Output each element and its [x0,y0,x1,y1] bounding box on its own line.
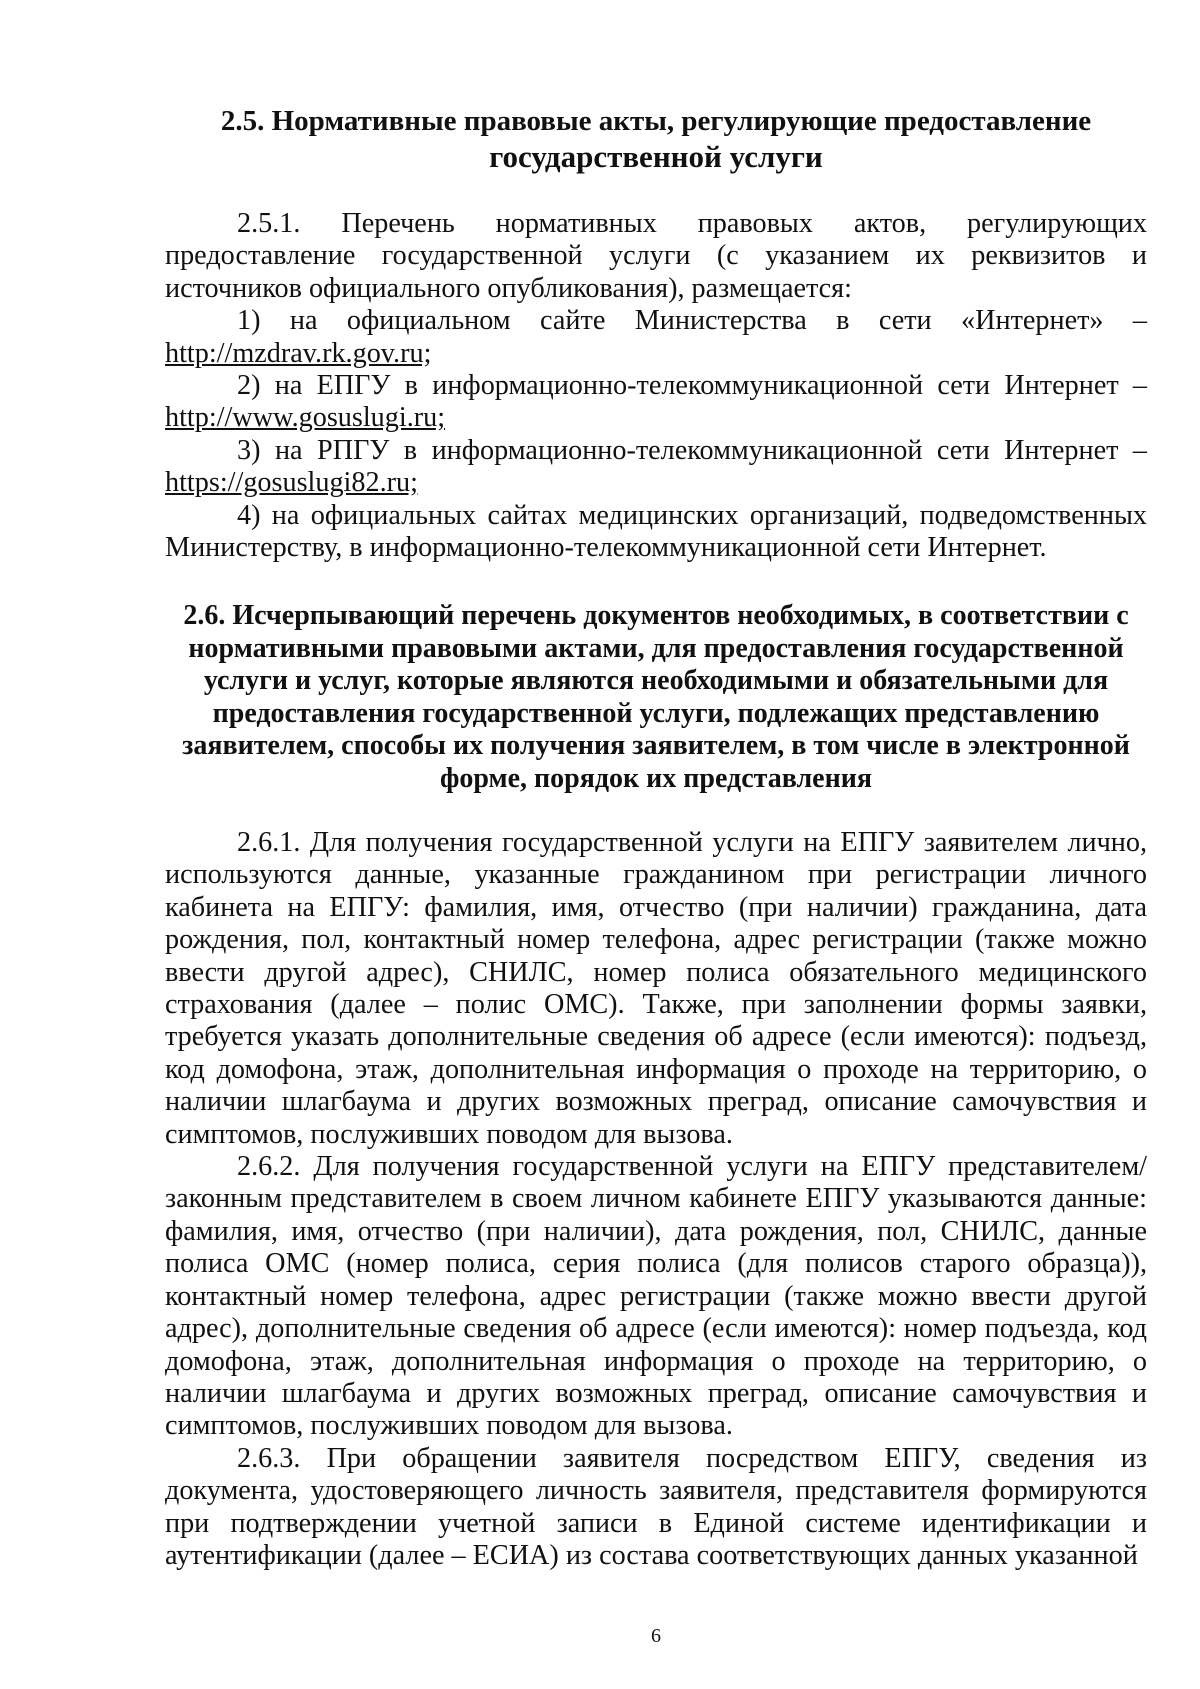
section-2-5-body [165,208,1147,564]
link-gosuslugi82[interactable]: https://gosuslugi82.ru; [165,467,418,499]
section-2-5-heading [165,104,1147,174]
paragraph-2-5-1: 2.5.1. Перечень нормативных правовых актов, регулирующих предоставление государственной услуги (с указанием их реквизитов и источников официального опубликования), размещается: [165,208,1147,304]
document-page [165,0,1147,1689]
section-2-6-body [165,827,1147,1572]
section-2-6-heading: 2.6. Исчерпывающий перечень документов необходимых, в соответствии с нормативными правовыми актами, для предоставления государственной услуги и услуг, которые являются необходимыми и обязательными для предоставления государственной услуги, подлежащих представлению заявителем, способы их получения заявителем, в том числе в электронной форме, порядок их представления [182,600,1130,794]
list-item-4-text: 4) на официальных сайтах медицинских организаций, подведомственных Министерству, в информационно-телекоммуникационной сети Интернет. [165,499,1147,564]
list-item-2 [165,370,1147,435]
list-item-1-text: 1) на официальном сайте Министерства в сети «Интернет» – [237,305,1147,337]
section-2-5-heading-line1: 2.5. Нормативные правовые акты, регулирующие предоставление [220,105,1092,137]
list-item-2-text: 2) на ЕПГУ в информационно-телекоммуникационной сети Интернет – [237,370,1147,402]
link-gosuslugi[interactable]: http://www.gosuslugi.ru; [165,402,446,434]
page-number: 6 [651,1625,661,1647]
list-item-4 [165,500,1147,565]
section-2-5-heading-line2: государственной услуги [489,139,823,174]
paragraph-2-6-3: 2.6.3. При обращении заявителя посредством ЕПГУ, сведения из документа, удостоверяющего личность заявителя, представителя формируются при подтверждении учетной записи в Единой системе идентификации и аутентификации (далее – ЕСИА) из состава соответствующих данных указанной [165,1442,1147,1571]
list-item-1 [165,305,1147,370]
list-item-3 [165,435,1147,500]
paragraph-2-6-2: 2.6.2. Для получения государственной услуги на ЕПГУ представителем/законным представителем в своем личном кабинете ЕПГУ указываются данные: фамилия, имя, отчество (при наличии), дата рождения, пол, СНИЛС, данные полиса ОМС (номер полиса, серия полиса (для полисов старого образца)), контактный номер телефона, адрес регистрации (также можно ввести другой адрес), дополнительные сведения об адресе (если имеются): номер подъезда, код домофона, этаж, дополнительная информация о проходе на территорию, о наличии шлагбаума и других возможных преград, описание самочувствия и симптомов, послуживших поводом для вызова. [165,1151,1147,1442]
paragraph-2-6-1: 2.6.1. Для получения государственной услуги на ЕПГУ заявителем лично, используются данные, указанные гражданином при регистрации личного кабинета на ЕПГУ: фамилия, имя, отчество (при наличии) гражданина, дата рождения, пол, контактный номер телефона, адрес регистрации (также можно ввести другой адрес), СНИЛС, номер полиса обязательного медицинского страхования (далее – полис ОМС). Также, при заполнении формы заявки, требуется указать дополнительные сведения об адресе (если имеются): подъезд, код домофона, этаж, дополнительная информация о проходе на территорию, о наличии шлагбаума и других возможных преград, описание самочувствия и симптомов, послуживших поводом для вызова. [165,827,1147,1150]
link-mzdrav[interactable]: http://mzdrav.rk.gov.ru; [165,337,432,369]
list-item-3-text: 3) на РПГУ в информационно-телекоммуникационной сети Интернет – [237,434,1147,466]
